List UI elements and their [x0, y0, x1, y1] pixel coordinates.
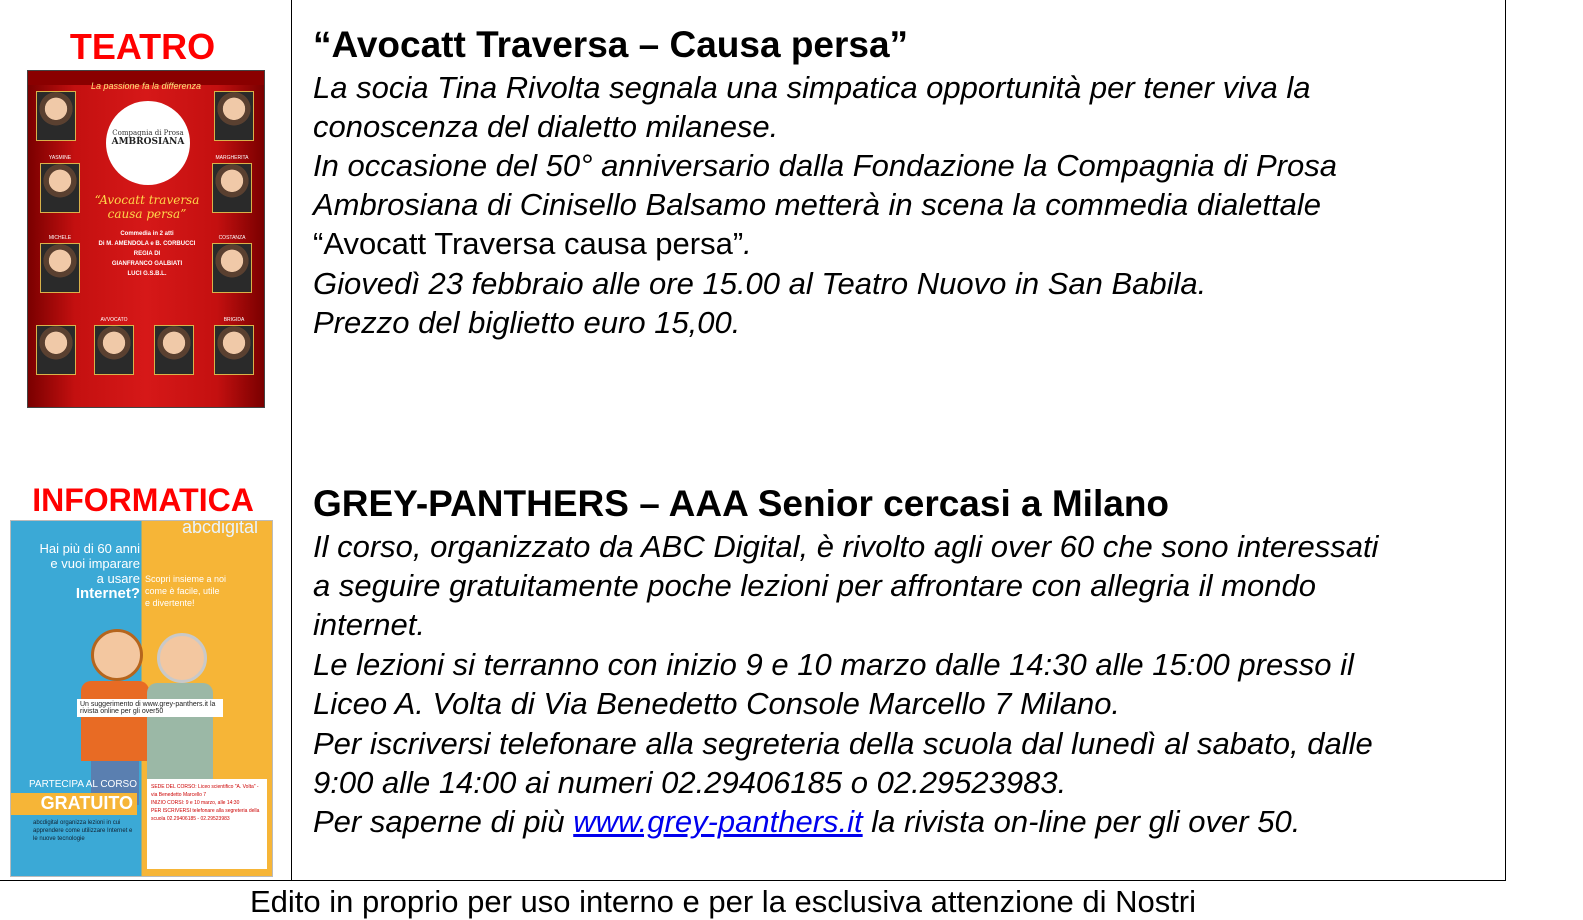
- actor-photo: [40, 155, 80, 213]
- poster-participate: PARTECIPA AL CORSO: [29, 779, 137, 790]
- poster-right-text: [145, 573, 226, 609]
- link-suffix: la rivista on-line per gli over 50.: [862, 804, 1301, 839]
- left-column-border: [291, 0, 292, 880]
- poster-question-line: e vuoi imparare: [50, 556, 140, 571]
- teatro-text-line: In occasione del 50° anniversario dalla Fondazione la Compagnia di Prosa: [313, 148, 1337, 183]
- informatica-text-line: Per iscriversi telefonare alla segreteria della scuola dal lunedì al sabato, dalle: [313, 726, 1373, 761]
- poster-info-card: [147, 779, 267, 869]
- category-teatro: TEATRO: [69, 26, 216, 67]
- actor-name: MICHELE: [48, 235, 72, 241]
- poster-question-line: Internet?: [75, 585, 140, 602]
- actor-name: AVVOCATO: [100, 317, 128, 323]
- poster-brand: abcdigital: [181, 520, 258, 537]
- informatica-text-line: internet.: [313, 607, 426, 642]
- teatro-play-line: [313, 226, 752, 262]
- link-prefix: Per saperne di più: [313, 804, 574, 839]
- poster-info-line: Di M. AMENDOLA e B. CORBUCCI: [98, 241, 196, 247]
- poster-company: AMBROSIANA: [111, 137, 185, 147]
- poster-info-line: LUCI G.S.B.L.: [127, 271, 167, 277]
- actor-name: COSTANZA: [218, 235, 246, 241]
- poster-question-line: Hai più di 60 anni: [39, 541, 140, 556]
- informatica-text-line: a seguire gratuitamente poche lezioni per affrontare con allegria il mondo: [313, 568, 1316, 603]
- play-name-suffix: .: [743, 226, 752, 261]
- poster-free: GRATUITO: [11, 793, 137, 815]
- poster-right-line: Scopri insieme a noi: [145, 574, 227, 584]
- informatica-title: GREY-PANTHERS – AAA Senior cercasi a Milano: [313, 483, 1170, 524]
- grandmother-head: [157, 633, 207, 683]
- actor-photo: [212, 155, 252, 213]
- poster-company-logo: [106, 101, 190, 185]
- poster-question-line: a usare: [96, 571, 140, 586]
- actor-photo: [94, 317, 134, 375]
- teatro-text-line: Giovedì 23 febbraio alle ore 15.00 al Teatro Nuovo in San Babila.: [313, 266, 1207, 301]
- actor-photo: [40, 235, 80, 293]
- poster-right-line: e divertente!: [145, 598, 195, 608]
- actor-photo: [36, 91, 76, 141]
- actor-photo: [212, 235, 252, 293]
- poster-question: [40, 541, 140, 601]
- poster-play-title: “Avocatt traversa causa persa”: [94, 193, 200, 221]
- actor-photo: [36, 325, 76, 375]
- teatro-poster: [27, 70, 265, 408]
- informatica-text-line: 9:00 alle 14:00 ai numeri 02.29406185 o 02.29523983.: [313, 765, 1067, 800]
- actor-name: YASMINE: [48, 155, 72, 161]
- poster-suggestion: Un suggerimento di www.grey-panthers.it la rivista online per gli over50: [77, 699, 223, 717]
- poster-card-line: INIZIO CORSI: 9 e 10 marzo, alle 14:30: [151, 800, 240, 806]
- informatica-text-line: Liceo A. Volta di Via Benedetto Console Marcello 7 Milano.: [313, 686, 1121, 721]
- boy-illustration: [81, 681, 149, 761]
- poster-company-small: Compagnia di Prosa: [112, 129, 184, 137]
- poster-info-line: GIANFRANCO GALBIATI: [111, 261, 183, 267]
- actor-photo: [214, 91, 254, 141]
- actor-photo: [214, 317, 254, 375]
- poster-card-line: PER ISCRIVERSI telefonare alla segreteria della scuola 02.29406185 - 02.29523983: [151, 808, 260, 822]
- informatica-text-line: Le lezioni si terranno con inizio 9 e 10 marzo dalle 14:30 alle 15:00 presso il: [313, 647, 1354, 682]
- informatica-text-line: Il corso, organizzato da ABC Digital, è rivolto agli over 60 che sono interessati: [313, 529, 1379, 564]
- grey-panthers-link[interactable]: www.grey-panthers.it: [573, 804, 863, 839]
- teatro-text-line: conoscenza del dialetto milanese.: [313, 109, 779, 144]
- poster-card-line: SEDE DEL CORSO: Liceo scientifico "A. Volta" - via Benedetto Marcello 7: [151, 784, 259, 798]
- poster-tagline: La passione fa la differenza: [90, 81, 202, 91]
- category-informatica: INFORMATICA: [32, 482, 254, 518]
- bottom-border: [0, 880, 1506, 881]
- poster-right-line: come è facile, utile: [145, 586, 220, 596]
- teatro-text-line: La socia Tina Rivolta segnala una simpatica opportunità per tener viva la: [313, 70, 1311, 105]
- boy-head: [91, 629, 143, 681]
- actor-name: BRIGIDA: [223, 317, 245, 323]
- teatro-text-line: Prezzo del biglietto euro 15,00.: [313, 305, 741, 340]
- right-column-border: [1505, 0, 1506, 880]
- actor-name: MARGHERITA: [215, 155, 249, 161]
- poster-info-line: Commedia in 2 atti: [120, 231, 174, 237]
- teatro-title: “Avocatt Traversa – Causa persa”: [313, 24, 909, 65]
- teatro-text-line: Ambrosiana di Cinisello Balsamo metterà in scena la commedia dialettale: [313, 187, 1321, 222]
- actor-photo: [154, 325, 194, 375]
- poster-small-text: abcdigital organizza lezioni in cui apprendere come utilizzare Internet e le nuove tecnologie: [33, 820, 133, 842]
- play-name: “Avocatt Traversa causa persa”: [313, 226, 744, 261]
- poster-info: [88, 229, 206, 279]
- informatica-link-line: [313, 804, 1300, 840]
- informatica-poster: [10, 520, 273, 877]
- poster-info-line: REGIA DI: [133, 251, 161, 257]
- footer-note: Edito in proprio per uso interno e per la esclusiva attenzione di Nostri: [250, 884, 1197, 919]
